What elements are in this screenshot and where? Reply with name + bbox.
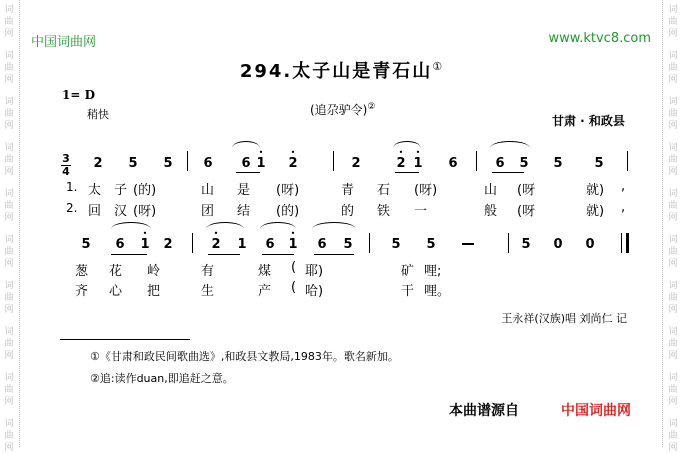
watermark-char: 曲 — [668, 63, 678, 73]
barline — [508, 233, 509, 253]
lyric-syllable: 回 — [88, 204, 102, 219]
watermark-char: 曲 — [4, 385, 14, 395]
note: 6 — [265, 237, 275, 252]
watermark-char: 曲 — [4, 431, 14, 441]
lyric-syllable: 石 — [377, 183, 391, 198]
lyric-syllable: 子 — [114, 183, 128, 198]
lyric-syllable: ( — [291, 280, 297, 295]
note: 6 — [317, 237, 327, 252]
note: 2 — [288, 156, 298, 171]
tempo-marking: 稍快 — [87, 108, 109, 121]
watermark-char: 词 — [668, 373, 678, 383]
lyric-syllable: 就) — [586, 183, 605, 198]
lyric-syllable: 哈) — [305, 284, 324, 299]
watermark-char: 网 — [4, 397, 14, 407]
footnote-2: ②追:读作duan,即追赶之意。 — [90, 372, 234, 385]
note: 2 — [211, 237, 221, 252]
beam-line — [111, 254, 147, 255]
watermark-char: 词 — [668, 97, 678, 107]
note: 1 — [413, 156, 423, 171]
watermark-char: 曲 — [4, 109, 14, 119]
lyric-syllable: 哩; — [424, 264, 442, 279]
note: 5 — [426, 237, 436, 252]
lyric-syllable: 铁 — [377, 204, 391, 219]
slur — [260, 222, 296, 229]
slur — [312, 222, 356, 229]
lyric-syllable: 矿 — [401, 264, 415, 279]
watermark-char: 词 — [4, 327, 14, 337]
watermark-char: 曲 — [668, 431, 678, 441]
watermark-char: 词 — [668, 235, 678, 245]
beam-line — [208, 254, 240, 255]
high-octave-dot: • — [142, 229, 148, 238]
watermark-char: 词 — [4, 281, 14, 291]
watermark-char: 网 — [668, 121, 678, 131]
watermark-char: 网 — [668, 75, 678, 85]
watermark-char: 词 — [4, 51, 14, 61]
lyric-syllable: 结 — [237, 204, 251, 219]
watermark-char: 曲 — [4, 247, 14, 257]
watermark-char: 网 — [668, 29, 678, 39]
lyric-syllable: 花 — [109, 264, 123, 279]
watermark-char: 网 — [4, 351, 14, 361]
beam-line — [395, 172, 419, 173]
watermark-char: 曲 — [668, 155, 678, 165]
watermark-char: 曲 — [668, 339, 678, 349]
lyric-syllable: 就) — [586, 204, 605, 219]
high-octave-dot: • — [290, 229, 296, 238]
footnote-rule — [60, 339, 190, 340]
barline — [476, 151, 477, 171]
barline — [627, 151, 628, 171]
note: 2 — [351, 156, 361, 171]
lyric-syllable: 齐 — [75, 284, 89, 299]
watermark-char: 网 — [668, 305, 678, 315]
watermark-char: 词 — [4, 373, 14, 383]
watermark-char: 词 — [4, 97, 14, 107]
watermark-char: 词 — [668, 189, 678, 199]
note-extension-dash — [462, 243, 474, 245]
lyric-syllable: , — [621, 179, 626, 194]
lyric-syllable: 青 — [341, 183, 355, 198]
lyric-syllable: 煤 — [258, 264, 272, 279]
note: 0 — [585, 237, 595, 252]
beam-line — [492, 172, 524, 173]
note: 5 — [81, 237, 91, 252]
lyric-syllable: 干 — [401, 284, 415, 299]
watermark-char: 网 — [4, 167, 14, 177]
note: 6 — [115, 237, 125, 252]
watermark-char: 曲 — [668, 109, 678, 119]
source-site[interactable]: 中国词曲网 — [561, 403, 631, 419]
note: 5 — [163, 156, 173, 171]
watermark-char: 曲 — [668, 385, 678, 395]
watermark-char: 词 — [668, 419, 678, 429]
lyric-syllable: 是 — [237, 183, 251, 198]
barline — [192, 233, 193, 253]
note: 0 — [553, 237, 563, 252]
barline — [187, 151, 188, 171]
lyric-syllable: 一 — [414, 204, 428, 219]
high-octave-dot: • — [290, 148, 296, 157]
note: 5 — [521, 237, 531, 252]
subtitle-text: (追尕驴令) — [310, 103, 368, 117]
lyric-syllable: (呀 — [517, 204, 536, 219]
lyric-syllable: 汉 — [114, 204, 128, 219]
watermark-char: 词 — [668, 143, 678, 153]
note: 5 — [128, 156, 138, 171]
lyric-syllable: (呀) — [414, 183, 438, 198]
watermark-char: 曲 — [4, 63, 14, 73]
lyric-syllable: 产 — [258, 284, 272, 299]
watermark-char: 词 — [4, 5, 14, 15]
lyric-syllable: 般 — [484, 204, 498, 219]
slur — [490, 141, 530, 148]
note: 5 — [594, 156, 604, 171]
watermark-char: 词 — [4, 419, 14, 429]
lyric-syllable: (呀) — [276, 183, 300, 198]
watermark-char: 词 — [668, 327, 678, 337]
slur — [206, 222, 244, 229]
subtitle-footnote-mark: ② — [367, 102, 376, 112]
lyric-syllable: 把 — [147, 284, 161, 299]
lyric-syllable: 岭 — [147, 264, 161, 279]
lyric-syllable: , — [621, 200, 626, 215]
watermark-char: 网 — [668, 213, 678, 223]
watermark-char: 词 — [668, 281, 678, 291]
song-title-text: 294.太子山是青石山 — [239, 61, 433, 82]
lyric-syllable: 团 — [201, 204, 215, 219]
note: 5 — [343, 237, 353, 252]
lyric-syllable: 生 — [201, 284, 215, 299]
note: 2 — [396, 156, 406, 171]
watermark-char: 网 — [668, 443, 678, 453]
watermark-char: 网 — [668, 259, 678, 269]
source-label: 本曲谱源自 — [449, 403, 519, 419]
watermark-char: 曲 — [4, 17, 14, 27]
high-octave-dot: • — [398, 148, 404, 157]
note: 6 — [495, 156, 505, 171]
watermark-char: 曲 — [668, 293, 678, 303]
beam-line — [236, 172, 260, 173]
lyric-syllable: 山 — [201, 183, 215, 198]
watermark-char: 曲 — [4, 155, 14, 165]
watermark-char: 词 — [668, 5, 678, 15]
note: 2 — [93, 156, 103, 171]
lyric-syllable: 山 — [484, 183, 498, 198]
watermark-char: 词 — [4, 189, 14, 199]
high-octave-dot: • — [258, 148, 264, 157]
watermark-char: 词 — [668, 51, 678, 61]
lyric-syllable: 的 — [341, 204, 355, 219]
note: 5 — [553, 156, 563, 171]
note: 6 — [241, 156, 251, 171]
lyric-syllable: (的) — [276, 204, 300, 219]
note: 2 — [163, 237, 173, 252]
watermark-char: 网 — [4, 259, 14, 269]
note: 1 — [288, 237, 298, 252]
note: 5 — [391, 237, 401, 252]
lyric-syllable: (呀) — [133, 204, 157, 219]
footnote-1: ①《甘肃和政民间歌曲选》,和政县文教局,1983年。歌名新加。 — [90, 350, 399, 363]
lyric-syllable: 心 — [109, 284, 123, 299]
note: 1 — [140, 237, 150, 252]
watermark-char: 曲 — [4, 201, 14, 211]
lyric-syllable: 有 — [201, 264, 215, 279]
beam-line — [262, 254, 294, 255]
high-octave-dot: • — [415, 148, 421, 157]
watermark-char: 曲 — [668, 201, 678, 211]
barline — [333, 151, 334, 171]
watermark-char: 曲 — [4, 293, 14, 303]
watermark-char: 网 — [668, 397, 678, 407]
slur — [393, 141, 421, 148]
title-footnote-mark: ① — [432, 60, 443, 73]
key-signature: 1= D — [62, 88, 95, 102]
note: 6 — [203, 156, 213, 171]
time-sig-bottom: 4 — [62, 165, 70, 178]
watermark-char: 曲 — [668, 247, 678, 257]
watermark-char: 网 — [4, 305, 14, 315]
watermark-char: 网 — [668, 167, 678, 177]
slur — [111, 222, 151, 229]
watermark-char: 网 — [4, 443, 14, 453]
watermark-char: 网 — [4, 213, 14, 223]
lyric-syllable: 哩。 — [424, 284, 451, 299]
note: 5 — [519, 156, 529, 171]
site-url-right: www.ktvc8.com — [548, 31, 651, 46]
note: 6 — [448, 156, 458, 171]
watermark-char: 词 — [4, 143, 14, 153]
verse-number: 1. — [66, 180, 78, 194]
slur — [232, 141, 260, 148]
high-octave-dot: • — [213, 229, 219, 238]
lyric-syllable: ( — [291, 260, 297, 275]
lyric-syllable: 太 — [88, 183, 102, 198]
watermark-char: 网 — [4, 75, 14, 85]
final-barline-thick — [626, 233, 629, 253]
lyric-syllable: (呀 — [517, 183, 536, 198]
site-name-left: 中国词曲网 — [31, 35, 97, 50]
note: 1 — [237, 237, 247, 252]
note: 1 — [256, 156, 266, 171]
verse-number: 2. — [66, 201, 78, 215]
watermark-char: 词 — [4, 235, 14, 245]
final-barline-thin — [621, 233, 622, 253]
beam-line — [314, 254, 354, 255]
watermark-char: 网 — [4, 29, 14, 39]
watermark-char: 曲 — [668, 17, 678, 27]
performer-credit: 王永祥(汉族)唱 刘尚仁 记 — [501, 312, 627, 325]
lyric-syllable: 葱 — [75, 264, 89, 279]
watermark-char: 网 — [668, 351, 678, 361]
watermark-char: 网 — [4, 121, 14, 131]
song-origin: 甘肃 · 和政县 — [552, 114, 625, 128]
time-sig-top: 3 — [62, 152, 70, 165]
watermark-char: 曲 — [4, 339, 14, 349]
barline — [369, 233, 370, 253]
lyric-syllable: (的) — [133, 183, 157, 198]
lyric-syllable: 耶) — [305, 264, 324, 279]
